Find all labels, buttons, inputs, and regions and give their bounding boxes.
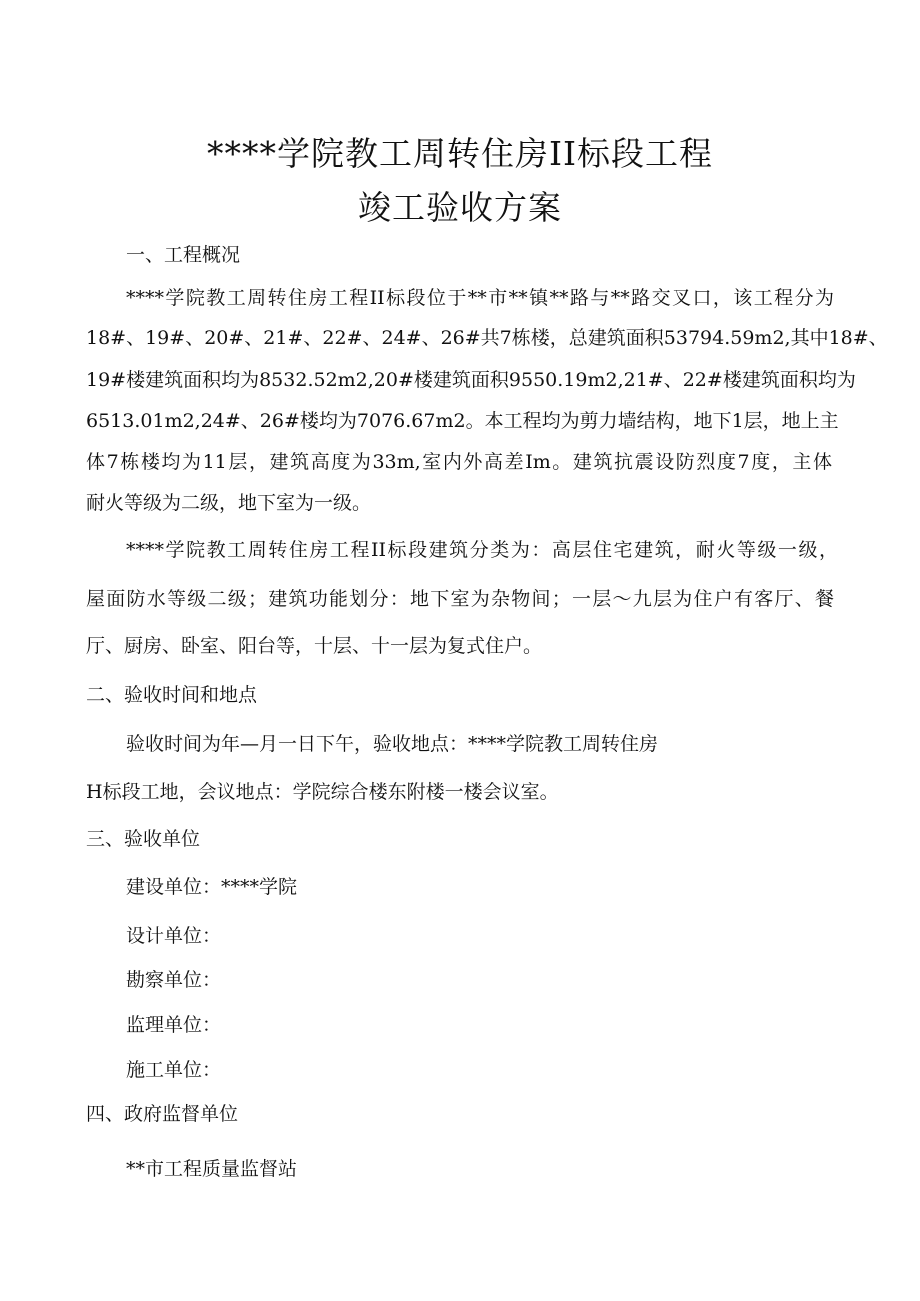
- paragraph-line: 耐火等级为二级，地下室为一级。: [86, 492, 372, 514]
- document-title-line-2: 竣工验收方案: [358, 188, 562, 227]
- supervision-station: **市工程质量监督站: [126, 1158, 298, 1180]
- paragraph-line: ****学院教工周转住房工程II标段位于**市**镇**路与**路交叉口，该工程分为: [126, 287, 834, 309]
- paragraph-line: 屋面防水等级二级；建筑功能划分：地下室为杂物间；一层～九层为住户有客厅、餐: [86, 588, 834, 610]
- unit-item-construction: 建设单位：****学院: [126, 876, 298, 898]
- document-title-line-1: ****学院教工周转住房II标段工程: [206, 134, 714, 173]
- paragraph-line: 厅、厨房、卧室、阳台等，十层、十一层为复式住户。: [86, 635, 543, 657]
- section-heading-government-supervision: 四、政府监督单位: [86, 1103, 239, 1125]
- paragraph-line: H标段工地，会议地点：学院综合楼东附楼一楼会议室。: [86, 781, 559, 803]
- paragraph-line: 6513.01m2,24#、26#楼均为7076.67m2。本工程均为剪力墙结构，地下1层，地上主: [86, 410, 839, 432]
- unit-item-supervision: 监理单位：: [126, 1014, 222, 1036]
- paragraph-line: 18#、19#、20#、21#、22#、24#、26#共7栋楼，总建筑面积53794.59m2,其中18#、: [86, 327, 888, 349]
- paragraph-line: 19#楼建筑面积均为8532.52m2,20#楼建筑面积9550.19m2,21#、22#楼建筑面积均为: [86, 369, 856, 391]
- unit-item-survey: 勘察单位：: [126, 969, 222, 991]
- unit-item-contractor: 施工单位：: [126, 1059, 222, 1081]
- section-heading-overview: 一、工程概况: [126, 244, 241, 266]
- unit-item-design: 设计单位：: [126, 925, 222, 947]
- paragraph-line: ****学院教工周转住房工程II标段建筑分类为：高层住宅建筑，耐火等级一级，: [126, 539, 838, 561]
- section-heading-units: 三、验收单位: [86, 828, 201, 850]
- paragraph-line: 体7栋楼均为11层，建筑高度为33m,室内外高差Im。建筑抗震设防烈度7度，主体: [86, 451, 832, 473]
- paragraph-line: 验收时间为年—月一日下午，验收地点：****学院教工周转住房: [126, 733, 659, 755]
- section-heading-time-place: 二、验收时间和地点: [86, 684, 258, 706]
